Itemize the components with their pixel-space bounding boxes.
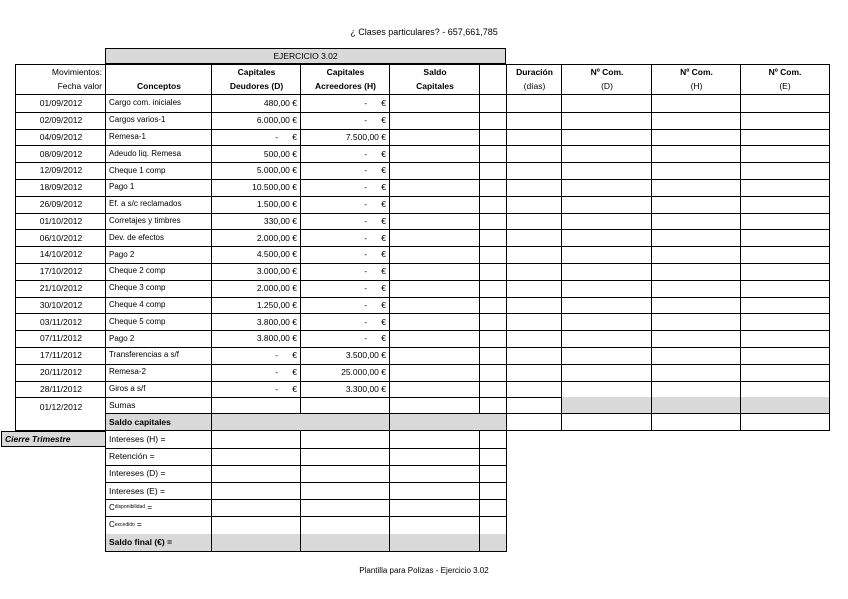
row-cell [389, 330, 480, 348]
row-cell [740, 179, 830, 197]
row-cell [651, 95, 741, 113]
row-cell [561, 162, 652, 180]
row-haber: - € [300, 313, 390, 331]
row-cell [651, 179, 741, 197]
row-cell [740, 330, 830, 348]
header-saldo: Saldo [389, 64, 480, 79]
cierre-cell [389, 517, 480, 535]
row-date: 20/11/2012 [15, 364, 106, 382]
cierre-cell [300, 448, 390, 466]
saldo-capitales-label: Saldo capitales [105, 414, 212, 431]
row-debe: 1.500,00 € [211, 196, 301, 214]
row-cell [740, 229, 830, 247]
row-cell [651, 297, 741, 315]
row-debe: - € [211, 381, 301, 399]
row-cell [651, 112, 741, 130]
row-cell [389, 347, 480, 365]
row-cell [506, 381, 562, 399]
header-ncom-h: Nº Com. [651, 64, 741, 79]
c-base: C [109, 502, 115, 512]
cierre-label: Retención = [105, 448, 212, 466]
row-cell [479, 364, 507, 382]
header-movimientos: Movimientos: [15, 64, 106, 79]
row-cell [740, 297, 830, 315]
row-cell [506, 263, 562, 281]
row-cell [561, 347, 652, 365]
row-date: 26/09/2012 [15, 196, 106, 214]
sumas-duracion [506, 397, 562, 414]
row-cell [389, 263, 480, 281]
row-cell [561, 263, 652, 281]
header-capitales-d: Capitales [211, 64, 301, 79]
row-concept: Dev. de efectos [105, 229, 212, 247]
row-debe: - € [211, 364, 301, 382]
row-cell [479, 112, 507, 130]
row-cell [740, 364, 830, 382]
sumas-blank [479, 397, 507, 414]
row-cell [651, 381, 741, 399]
row-concept: Adeudo liq. Remesa [105, 145, 212, 163]
row-cell [479, 280, 507, 298]
page-title: ¿ Clases particulares? - 657,661,785 [350, 27, 498, 37]
row-date: 01/10/2012 [15, 213, 106, 231]
row-concept: Transferencias a s/f [105, 347, 212, 365]
row-cell [506, 330, 562, 348]
row-cell [740, 381, 830, 399]
cierre-cell [479, 499, 507, 517]
row-haber: 7.500,00 € [300, 129, 390, 147]
row-debe: 1.250,00 € [211, 297, 301, 315]
sumas-ncom-e [740, 397, 830, 414]
row-cell [740, 112, 830, 130]
cierre-cell [389, 431, 480, 449]
row-concept: Pago 2 [105, 246, 212, 264]
row-haber: 3.500,00 € [300, 347, 390, 365]
row-concept: Cargo com. iniciales [105, 95, 212, 113]
row-cell [506, 280, 562, 298]
row-cell [651, 246, 741, 264]
c-subscript: excedido [114, 521, 135, 528]
cierre-cell [479, 465, 507, 483]
row-cell [479, 313, 507, 331]
row-cell [506, 364, 562, 382]
row-debe: 500,00 € [211, 145, 301, 163]
row-cell [740, 145, 830, 163]
row-cell [389, 196, 480, 214]
row-concept: Remesa-1 [105, 129, 212, 147]
row-cell [506, 229, 562, 247]
cierre-cell [389, 465, 480, 483]
cierre-cell [300, 482, 390, 500]
row-cell [740, 246, 830, 264]
sumas-ncom-h [651, 397, 741, 414]
row-cell [561, 112, 652, 130]
sumas-ncom-d [561, 397, 652, 414]
row-debe: 2.000,00 € [211, 229, 301, 247]
row-cell [561, 280, 652, 298]
cierre-cell [211, 517, 301, 535]
row-cell [740, 263, 830, 281]
row-cell [651, 213, 741, 231]
row-cell [740, 213, 830, 231]
row-concept: Pago 1 [105, 179, 212, 197]
row-cell [561, 246, 652, 264]
row-cell [651, 280, 741, 298]
row-cell [479, 381, 507, 399]
row-cell [389, 297, 480, 315]
header-ncom-e: Nº Com. [740, 64, 830, 79]
row-date: 12/09/2012 [15, 162, 106, 180]
row-cell [479, 330, 507, 348]
row-haber: - € [300, 297, 390, 315]
row-debe: - € [211, 347, 301, 365]
cierre-label [105, 517, 212, 535]
row-concept: Cheque 4 comp [105, 297, 212, 315]
row-cell [561, 364, 652, 382]
cierre-cell [389, 499, 480, 517]
row-cell [506, 112, 562, 130]
header-fecha-valor: Fecha valor [15, 79, 106, 95]
row-cell [561, 145, 652, 163]
cierre-cell [211, 499, 301, 517]
row-date: 06/10/2012 [15, 229, 106, 247]
cierre-cell [211, 482, 301, 500]
row-haber: 25.000,00 € [300, 364, 390, 382]
header-capitales-h: Capitales [300, 64, 390, 79]
footer-caption: Plantilla para Polizas - Ejercicio 3.02 [359, 566, 489, 575]
row-cell [561, 196, 652, 214]
row-cell [389, 162, 480, 180]
row-date: 21/10/2012 [15, 280, 106, 298]
cierre-cell [211, 448, 301, 466]
header-deudores: Deudores (D) [211, 79, 301, 95]
row-cell [389, 280, 480, 298]
cierre-cell [211, 431, 301, 449]
cierre-cell [300, 431, 390, 449]
cierre-label [105, 499, 212, 517]
header-conceptos-top [105, 64, 212, 79]
row-debe: 6.000,00 € [211, 112, 301, 130]
sumas-date: 01/12/2012 [15, 397, 106, 431]
row-cell [506, 196, 562, 214]
header-ncom-d: Nº Com. [561, 64, 652, 79]
row-cell [479, 95, 507, 113]
row-cell [506, 246, 562, 264]
cierre-cell [300, 499, 390, 517]
row-cell [479, 347, 507, 365]
cierre-cell [300, 465, 390, 483]
row-cell [479, 162, 507, 180]
cierre-label: Intereses (E) = [105, 482, 212, 500]
row-concept: Pago 2 [105, 330, 212, 348]
row-cell [506, 347, 562, 365]
row-date: 17/11/2012 [15, 347, 106, 365]
row-cell [651, 313, 741, 331]
row-date: 30/10/2012 [15, 297, 106, 315]
sumas-debe [211, 397, 301, 414]
row-haber: - € [300, 263, 390, 281]
cierre-cell [389, 534, 480, 552]
header-h: (H) [651, 79, 741, 95]
row-cell [389, 112, 480, 130]
row-date: 17/10/2012 [15, 263, 106, 281]
row-date: 08/09/2012 [15, 145, 106, 163]
row-concept: Cargos varios-1 [105, 112, 212, 130]
row-cell [561, 313, 652, 331]
row-cell [506, 95, 562, 113]
row-haber: - € [300, 196, 390, 214]
cierre-cell [479, 517, 507, 535]
row-haber: - € [300, 229, 390, 247]
row-date: 04/09/2012 [15, 129, 106, 147]
row-cell [506, 213, 562, 231]
row-cell [389, 364, 480, 382]
row-debe: - € [211, 129, 301, 147]
saldo-capitales-gray [211, 414, 390, 431]
row-cell [740, 280, 830, 298]
row-date: 02/09/2012 [15, 112, 106, 130]
row-haber: - € [300, 145, 390, 163]
row-cell [740, 162, 830, 180]
saldo-ncom-e [740, 414, 830, 431]
row-cell [561, 95, 652, 113]
row-debe: 330,00 € [211, 213, 301, 231]
row-cell [651, 263, 741, 281]
row-cell [561, 297, 652, 315]
row-cell [479, 263, 507, 281]
row-haber: - € [300, 179, 390, 197]
row-cell [651, 145, 741, 163]
row-cell [740, 129, 830, 147]
row-date: 14/10/2012 [15, 246, 106, 264]
cierre-cell [211, 534, 301, 552]
row-cell [389, 213, 480, 231]
row-debe: 480,00 € [211, 95, 301, 113]
header-blank-col [479, 64, 507, 95]
row-cell [479, 213, 507, 231]
row-cell [389, 229, 480, 247]
saldo-capitales-value [389, 414, 507, 431]
row-debe: 3.800,00 € [211, 313, 301, 331]
row-debe: 3.000,00 € [211, 263, 301, 281]
sumas-haber [300, 397, 390, 414]
row-cell [651, 364, 741, 382]
row-haber: - € [300, 280, 390, 298]
cierre-cell [479, 534, 507, 552]
row-haber: - € [300, 162, 390, 180]
row-haber: - € [300, 330, 390, 348]
row-cell [561, 179, 652, 197]
row-cell [561, 381, 652, 399]
row-cell [389, 246, 480, 264]
header-acreedores: Acreedores (H) [300, 79, 390, 95]
saldo-ncom-d [561, 414, 652, 431]
row-cell [506, 129, 562, 147]
row-cell [651, 129, 741, 147]
row-cell [561, 229, 652, 247]
row-cell [479, 196, 507, 214]
sumas-saldo [389, 397, 480, 414]
cierre-label: Intereses (D) = [105, 465, 212, 483]
header-e: (E) [740, 79, 830, 95]
row-cell [479, 129, 507, 147]
row-cell [479, 145, 507, 163]
row-cell [479, 246, 507, 264]
row-haber: - € [300, 112, 390, 130]
row-cell [389, 313, 480, 331]
row-cell [389, 129, 480, 147]
row-haber: - € [300, 95, 390, 113]
saldo-duracion [506, 414, 562, 431]
row-cell [479, 297, 507, 315]
row-concept: Corretajes y timbres [105, 213, 212, 231]
row-cell [651, 330, 741, 348]
row-cell [506, 162, 562, 180]
row-concept: Cheque 5 comp [105, 313, 212, 331]
row-cell [561, 213, 652, 231]
row-cell [651, 162, 741, 180]
header-dias: (días) [506, 79, 562, 95]
row-cell [389, 145, 480, 163]
row-concept: Giros a s/f [105, 381, 212, 399]
row-cell [740, 347, 830, 365]
cierre-cell [300, 534, 390, 552]
sumas-label: Sumas [105, 397, 212, 414]
row-cell [389, 95, 480, 113]
header-saldo-capitales: Capitales [389, 79, 480, 95]
row-cell [479, 179, 507, 197]
cierre-cell [479, 431, 507, 449]
header-conceptos: Conceptos [105, 79, 212, 95]
row-cell [506, 313, 562, 331]
row-date: 07/11/2012 [15, 330, 106, 348]
cierre-cell [389, 482, 480, 500]
row-haber: - € [300, 246, 390, 264]
header-d: (D) [561, 79, 652, 95]
row-debe: 3.800,00 € [211, 330, 301, 348]
row-cell [740, 196, 830, 214]
row-debe: 10.500,00 € [211, 179, 301, 197]
exercise-label: EJERCICIO 3.02 [105, 48, 506, 64]
cierre-cell [211, 465, 301, 483]
row-cell [506, 179, 562, 197]
row-concept: Cheque 1 comp [105, 162, 212, 180]
cierre-cell [389, 448, 480, 466]
row-haber: - € [300, 213, 390, 231]
c-base: C [109, 520, 115, 530]
row-concept: Cheque 2 comp [105, 263, 212, 281]
row-concept: Cheque 3 comp [105, 280, 212, 298]
c-subscript: disponibilidad [114, 504, 146, 511]
cierre-cell [300, 517, 390, 535]
row-debe: 4.500,00 € [211, 246, 301, 264]
row-cell [389, 179, 480, 197]
row-cell [506, 145, 562, 163]
row-cell [740, 313, 830, 331]
row-cell [506, 297, 562, 315]
row-cell [651, 347, 741, 365]
row-concept: Ef. a s/c reclamados [105, 196, 212, 214]
row-cell [740, 95, 830, 113]
saldo-ncom-h [651, 414, 741, 431]
row-cell [561, 129, 652, 147]
row-date: 03/11/2012 [15, 313, 106, 331]
cierre-cell [479, 448, 507, 466]
cierre-cell [479, 482, 507, 500]
saldo-final-label: Saldo final (€) = [105, 534, 212, 552]
row-cell [479, 229, 507, 247]
row-cell [651, 196, 741, 214]
row-date: 01/09/2012 [15, 95, 106, 113]
cierre-trimestre-label: Cierre Trimestre [1, 431, 106, 447]
row-debe: 2.000,00 € [211, 280, 301, 298]
header-duracion: Duración [506, 64, 562, 79]
row-haber: 3.300,00 € [300, 381, 390, 399]
row-date: 18/09/2012 [15, 179, 106, 197]
row-cell [561, 330, 652, 348]
row-debe: 5.000,00 € [211, 162, 301, 180]
row-date: 28/11/2012 [15, 381, 106, 399]
c-suffix: = [145, 502, 152, 512]
row-concept: Remesa-2 [105, 364, 212, 382]
cierre-label: Intereses (H) = [105, 431, 212, 449]
row-cell [389, 381, 480, 399]
row-cell [651, 229, 741, 247]
c-suffix: = [134, 520, 142, 530]
